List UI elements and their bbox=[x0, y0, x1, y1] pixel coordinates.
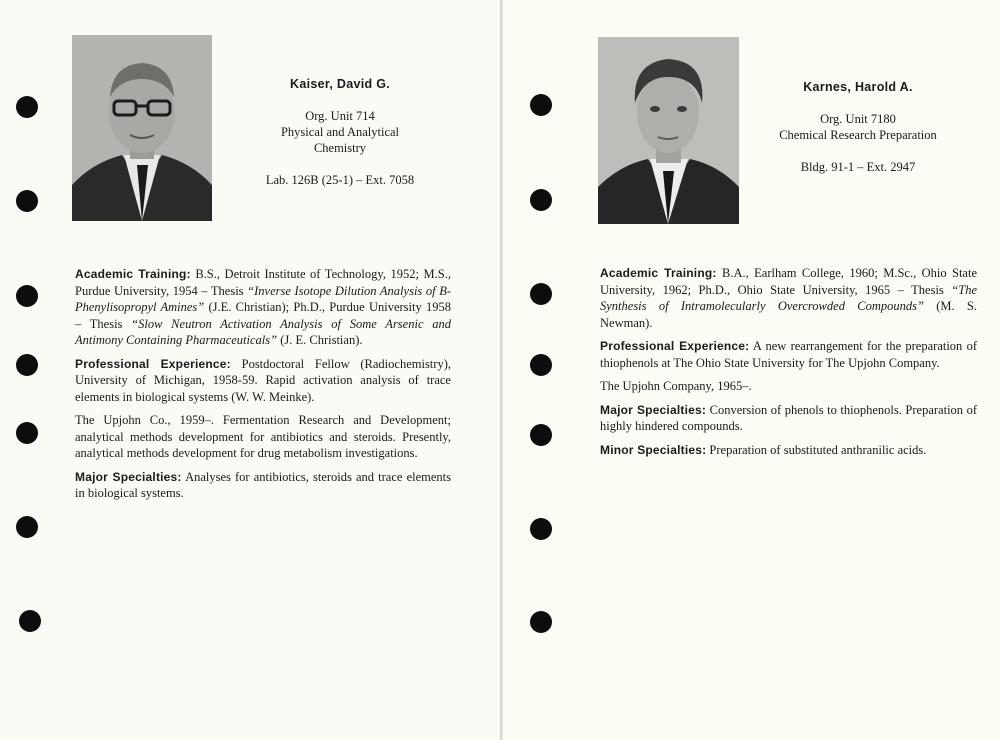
binder-hole bbox=[16, 285, 38, 307]
portrait-photo bbox=[72, 35, 212, 221]
thesis-title: “Slow Neutron Activation Analysis of Some Arsenic and Antimony Containing Pharmaceuticals” bbox=[75, 316, 451, 347]
department-line2: Chemistry bbox=[313, 141, 367, 155]
binder-hole bbox=[530, 94, 552, 116]
binder-hole bbox=[530, 189, 552, 211]
person-header bbox=[225, 76, 455, 188]
right-page bbox=[503, 0, 1000, 740]
thesis-title: “Inverse Isotope Dilution Analysis of B-Phenylisopropyl Amines” bbox=[75, 283, 451, 314]
person-name: Karnes, Harold A. bbox=[803, 80, 913, 94]
academic-training: Academic Training: B.S., Detroit Institute of Technology, 1952; M.S., Purdue University, 1954 – Thesis “Inverse Isotope Dilution Analysis of B-Phenylisopropyl Amines” (J.E. Christian); Ph.D., Purdue University 1958 – Thesis “Slow Neutron Activation Analysis of Some Arsenic and Antimony Containing Pharmaceuticals” (J. E. Christian). bbox=[75, 267, 451, 347]
location: Bldg. 91-1 – Ext. 2947 bbox=[800, 160, 916, 174]
binder-hole bbox=[530, 283, 552, 305]
professional-experience: Professional Experience: Postdoctoral Fellow (Radiochemistry), University of Michigan, 1958-59. Rapid activation analysis of trace elements in biological systems (W. W. Meinke). bbox=[75, 356, 451, 404]
binder-hole bbox=[16, 516, 38, 538]
section-label: Minor Specialties: bbox=[600, 442, 707, 457]
biography bbox=[600, 265, 977, 465]
major-specialties: Major Specialties: Analyses for antibiotics, steroids and trace elements in biological systems. bbox=[75, 469, 451, 500]
binder-hole bbox=[16, 422, 38, 444]
thesis-title: “The Synthesis of Intramolecularly Overcrowded Compounds” bbox=[600, 282, 977, 313]
upjohn-experience: The Upjohn Company, 1965–. bbox=[600, 379, 752, 393]
section-label: Major Specialties: bbox=[75, 469, 182, 484]
binder-hole bbox=[530, 518, 552, 540]
binder-hole bbox=[530, 611, 552, 633]
binder-hole bbox=[530, 424, 552, 446]
academic-training: Academic Training: B.A., Earlham College, 1960; M.Sc., Ohio State University, 1962; Ph.D., Ohio State University, 1965 – Thesis “The Synthesis of Intramolecularly Overcrowded Compounds” (M. S. Newman). bbox=[600, 266, 978, 330]
minor-specialties: Minor Specialties: Preparation of substituted anthranilic acids. bbox=[600, 442, 927, 457]
location: Lab. 126B (25-1) – Ext. 7058 bbox=[265, 173, 415, 187]
binder-hole bbox=[16, 190, 38, 212]
section-label: Academic Training: bbox=[75, 267, 191, 281]
portrait-photo bbox=[598, 37, 739, 224]
section-label: Major Specialties: bbox=[600, 402, 707, 417]
department: Chemical Research Preparation bbox=[779, 128, 937, 142]
binder-hole bbox=[16, 96, 38, 118]
professional-experience: Professional Experience: A new rearrangement for the preparation of thiophenols at The Ohio State University for The Upjohn Company. bbox=[600, 339, 977, 370]
person-name: Kaiser, David G. bbox=[290, 77, 390, 91]
person-header bbox=[748, 79, 968, 175]
section-label: Academic Training: bbox=[600, 266, 717, 280]
section-label: Professional Experience: bbox=[75, 356, 231, 371]
binder-hole bbox=[16, 354, 38, 376]
org-unit: Org. Unit 7180 bbox=[820, 112, 896, 126]
upjohn-experience: The Upjohn Co., 1959–. Fermentation Research and Development; analytical methods development for antibiotics and steroids. Presently, analytical methods development for drug metabolism investigations. bbox=[75, 413, 451, 460]
department: Physical and Analytical bbox=[280, 125, 400, 139]
binder-hole bbox=[530, 354, 552, 376]
binder-hole bbox=[19, 610, 41, 632]
section-label: Professional Experience: bbox=[600, 339, 750, 353]
biography bbox=[75, 266, 451, 509]
major-specialties: Major Specialties: Conversion of phenols to thiophenols. Preparation of highly hindered compounds. bbox=[600, 402, 977, 433]
org-unit: Org. Unit 714 bbox=[305, 109, 375, 123]
